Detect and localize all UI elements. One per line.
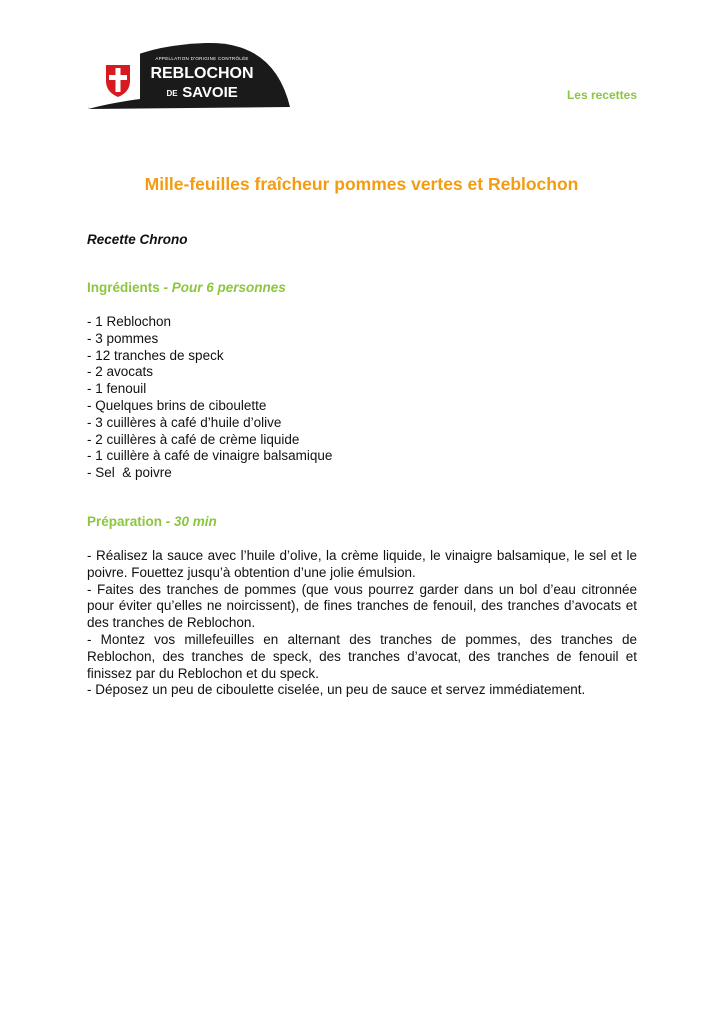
ingredient-item: - 1 Reblochon xyxy=(87,314,172,329)
preparation-step: - Déposez un peu de ciboulette ciselée, un peu de sauce et servez immédiatement. xyxy=(87,682,586,698)
recipe-title: Mille-feuilles fraîcheur pommes vertes et Reblochon xyxy=(144,174,579,194)
ingredient-item: - 2 cuillères à café de crème liquide xyxy=(87,431,300,447)
ingredient-item: - Sel & poivre xyxy=(87,465,172,481)
ingredients-separator: - xyxy=(159,280,172,295)
section-link-les-recettes[interactable]: Les recettes xyxy=(566,88,637,102)
preparation-separator: - xyxy=(162,514,175,529)
logo-appellation-text: APPELLATION D'ORIGINE CONTRÔLÉE xyxy=(155,56,249,61)
preparation-step: - Réalisez la sauce avec l’huile d’olive, la crème liquide, le vinaigre balsamique, le sel et le poivre. Fouettez jusqu’à obtention d’une jolie émulsion. xyxy=(87,548,637,580)
logo-reblochon-text: REBLOCHON xyxy=(150,65,254,82)
ingredient-item: - Quelques brins de ciboulette xyxy=(87,397,267,413)
preparation-step: - Montez vos millefeuilles en alternant des tranches de pommes, des tranches de Reblochon, des tranches de speck, des tranches d’avocat, des tranches de fenouil et finissez par du Reblochon et du speck. xyxy=(87,631,637,681)
ingredient-item: - 1 fenouil xyxy=(87,381,147,397)
ingredients-list xyxy=(87,314,332,482)
preparation-time: 30 min xyxy=(174,514,217,529)
reblochon-de-savoie-logo xyxy=(86,41,291,113)
logo-savoie-text: SAVOIE xyxy=(182,84,238,101)
ingredient-item: - 12 tranches de speck xyxy=(87,347,224,363)
ingredient-item: - 2 avocats xyxy=(87,364,154,380)
logo-mark xyxy=(86,41,291,113)
recipe-subtitle: Recette Chrono xyxy=(87,232,188,247)
preparation-steps xyxy=(87,548,637,699)
ingredients-heading-label: Ingrédients xyxy=(87,280,160,295)
ingredients-servings: Pour 6 personnes xyxy=(171,280,286,295)
ingredient-item: - 3 cuillères à café d’huile d’olive xyxy=(87,414,282,430)
preparation-step: - Faites des tranches de pommes (que vous pourrez garder dans un bol d’eau citronnée pour éviter qu’elles ne noircissent), de fines tranches de fenouil, des tranches d’avocats et des tranches de Reblochon. xyxy=(87,581,637,631)
ingredient-item: - 3 pommes xyxy=(87,330,159,346)
logo-de-text: DE xyxy=(166,89,178,98)
preparation-heading-label: Préparation xyxy=(87,514,163,529)
ingredient-item: - 1 cuillère à café de vinaigre balsamique xyxy=(87,448,333,464)
preparation-heading xyxy=(87,514,217,529)
ingredients-heading xyxy=(87,280,286,295)
